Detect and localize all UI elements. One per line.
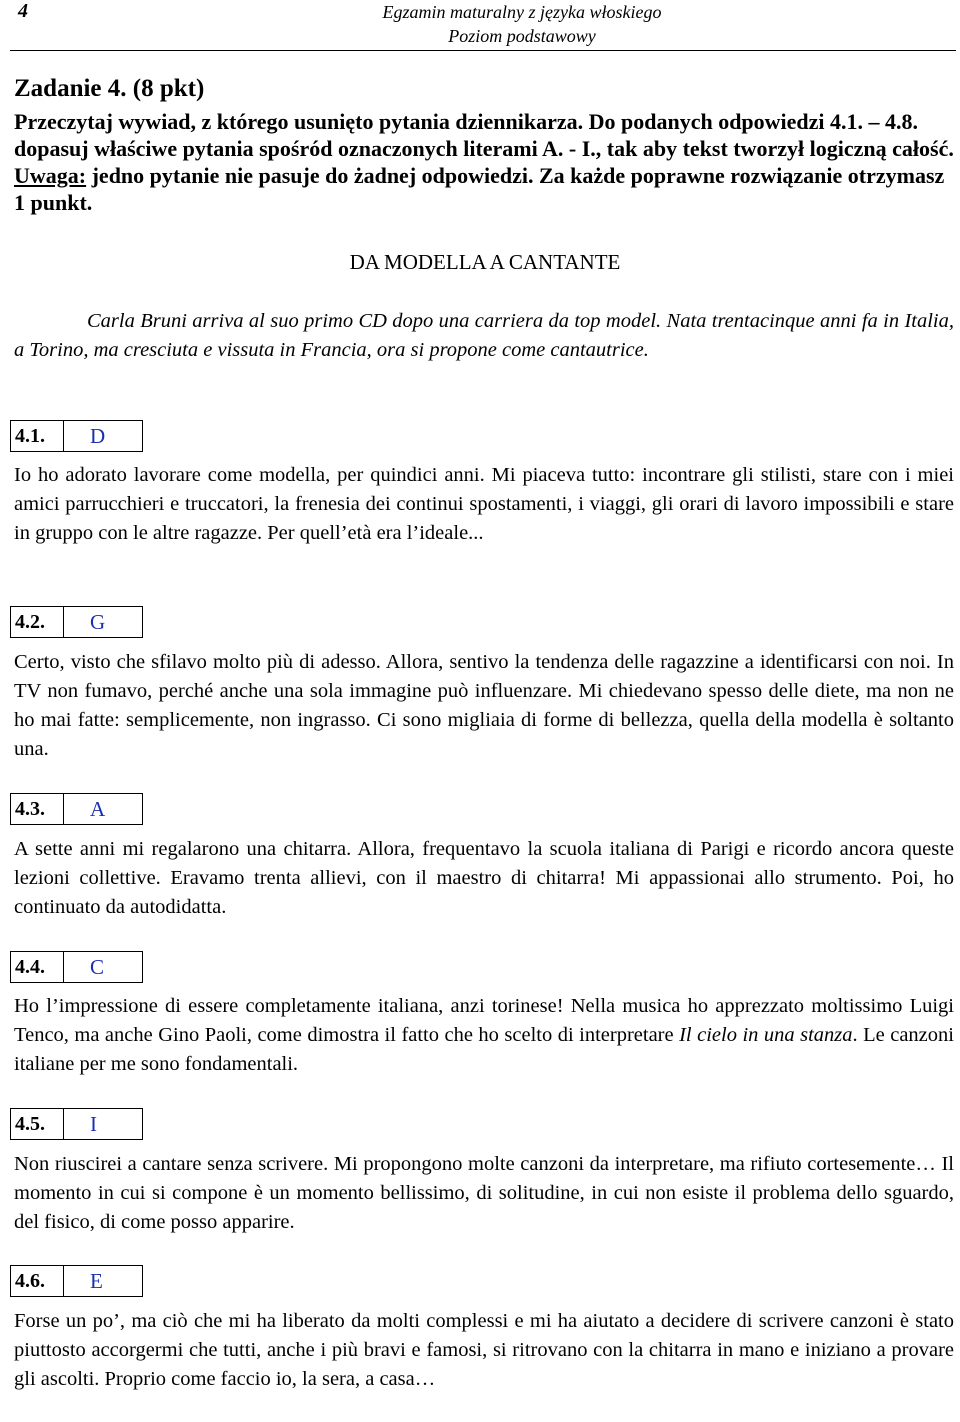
instructions-text-1: Przeczytaj wywiad, z którego usunięto pytania dziennikarza. Do podanych odpowiedzi 4.1. – 4.8. dopasuj właściwe pytania spośród oznaczonych literami A. - I., tak aby tekst tworzył logiczną całość. [14,109,954,161]
header-divider [10,50,956,51]
answer-letter: C [90,955,105,979]
answer-row-4-4 [10,951,143,983]
header-level: Poziom podstawowy [448,26,596,46]
answer-row-4-2 [10,606,143,638]
answer-text-4-2: Certo, visto che sfilavo molto più di adesso. Allora, sentivo la tendenza delle ragazzine a identificarsi con noi. In TV non fumavo, perché anche una sola immagine può influenzare. Mi chiedevano spesso delle diete, ma non ne ho mai fatte: semplicemente, non ingrasso. Ci sono migliaia di forme di bellezza, quella della modella è soltanto una. [14,651,954,760]
answer-text-part: Ho l’impressione di essere completamente italiana, anzi torinese! Nella musica ho apprezzato moltissimo Luigi Tenco, ma anche Gino Paoli, come dimostra il fatto che ho scelto di interpretare [14,995,954,1046]
answer-text-part: . Le canzoni italiane per me sono fondamentali. [14,1024,954,1075]
task-instructions [14,108,954,216]
answer-text-4-1: Io ho adorato lavorare come modella, per quindici anni. Mi piaceva tutto: incontrare gli stilisti, stare con i miei amici parrucchieri e truccatori, la frenesia dei continui spostamenti, i viaggi, gli orari di lavoro impossibili e stare in gruppo con le altre ragazze. Per quell’età era l’ideale... [14,464,954,544]
answer-number: 4.2. [11,607,64,637]
answer-letter: I [90,1112,97,1136]
answer-letter: E [90,1269,103,1293]
answer-text-4-5: Non riuscirei a cantare senza scrivere. Mi propongono molte canzoni da interpretare, ma rifiuto cortesemente… Il momento in cui si compone è un momento bellissimo, di solitudine, in cui non esiste il problema dello sguardo, del fisico, di come posso apparire. [14,1153,954,1233]
answer-text-4-4 [14,992,954,1079]
answer-row-4-3 [10,793,143,825]
answer-number: 4.3. [11,794,64,824]
answer-row-4-1 [10,420,143,452]
answer-number: 4.4. [11,952,64,982]
answer-row-4-5 [10,1108,143,1140]
answer-letter: A [90,797,106,821]
article-title: DA MODELLA A CANTANTE [349,250,621,274]
instructions-text-2: jedno pytanie nie pasuje do żadnej odpowiedzi. Za każde poprawne rozwiązanie otrzymasz 1 punkt. [14,163,945,215]
article-intro [14,307,954,365]
answer-number: 4.6. [11,1266,64,1296]
answer-number: 4.1. [11,421,64,451]
task-title: Zadanie 4. (8 pkt) [14,75,205,102]
header-exam-name: Egzamin maturalny z języka włoskiego [382,2,662,22]
warning-label: Uwaga: [14,163,87,188]
page-number: 4 [18,0,28,22]
answer-text-4-6: Forse un po’, ma ciò che mi ha liberato da molti complessi e mi ha aiutato a decidere di scrivere canzoni è stato piuttosto accorgermi che tutti, anche i più bravi e famosi, si ritrovano con la chitarra in mano e iniziano a provare gli ascolti. Proprio come faccio io, la sera, a casa… [14,1310,954,1390]
page-header [322,0,722,48]
answer-row-4-6 [10,1265,143,1297]
answer-letter: D [90,424,106,448]
answer-letter: G [90,610,106,634]
intro-text: Carla Bruni arriva al suo primo CD dopo una carriera da top model. Nata trentacinque anni fa in Italia, a Torino, ma cresciuta e vissuta in Francia, ora si propone come cantautrice. [14,310,954,361]
answer-number: 4.5. [11,1109,64,1139]
answer-text-4-3: A sette anni mi regalarono una chitarra. Allora, frequentavo la scuola italiana di Parigi e ricordo ancora queste lezioni collettive. Eravamo trenta allievi, con il maestro di chitarra! Mi appassionai allo strumento. Poi, ho continuato da autodidatta. [14,838,954,918]
song-title: Il cielo in una stanza [679,1024,853,1046]
